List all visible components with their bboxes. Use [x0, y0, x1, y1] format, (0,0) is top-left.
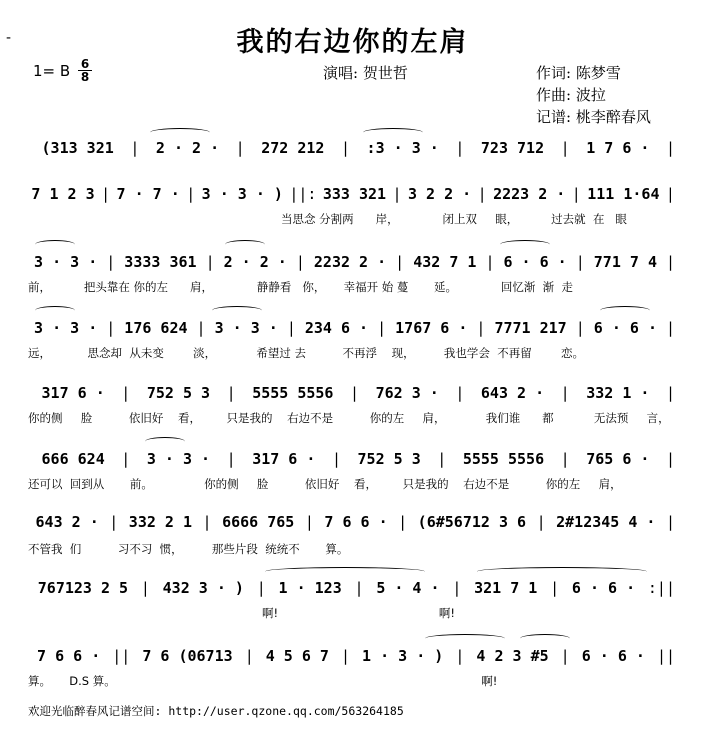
barline: |: [350, 384, 360, 402]
barline: |: [560, 384, 570, 402]
measure: 2 · 2 ·: [155, 139, 220, 157]
slur-mark: [265, 567, 425, 576]
lyric-line-3: 前， 把头靠在 你的左 肩， 静静看 你， 幸福开 始 蔓 延。 回忆渐 渐 走: [28, 280, 573, 294]
barline: |: [377, 319, 387, 337]
barline: |: [666, 450, 676, 468]
measure: 1 · 3 · ): [362, 647, 444, 665]
barline: |: [571, 185, 581, 203]
measure: 111 1·64: [587, 185, 660, 203]
staff-line-5: [27, 381, 677, 405]
barline: |: [121, 450, 131, 468]
barline: |: [575, 319, 585, 337]
barline: |: [106, 253, 116, 271]
staff-line-9: [27, 644, 677, 668]
meter-bottom: 8: [78, 70, 92, 83]
measure: 1767 6 ·: [395, 319, 468, 337]
barline: |: [226, 384, 236, 402]
measure: :3 · 3 ·: [366, 139, 439, 157]
staff-line-3: [27, 250, 677, 274]
lyricist-credit: 作词: 陈梦雪: [536, 64, 621, 82]
meter-top: 6: [80, 57, 90, 71]
measure: 765 6 ·: [586, 450, 650, 468]
measure: 2 · 2 ·: [223, 253, 287, 271]
barline: |: [560, 647, 570, 665]
measure: 317 6 ·: [41, 384, 105, 402]
composer-credit: 作曲: 波拉: [536, 86, 606, 104]
staff-line-2: [27, 182, 677, 206]
barline: |: [666, 253, 676, 271]
barline: |: [392, 185, 402, 203]
measure: 7 · 7 ·: [116, 185, 180, 203]
barline: ||:: [289, 185, 317, 203]
measure: 5555 5556: [252, 384, 334, 402]
measure: 7 6 6 ·: [324, 513, 388, 531]
slur-mark: [500, 240, 550, 249]
measure: 6 · 6 ·: [571, 579, 636, 597]
measure: 5 · 4 ·: [376, 579, 440, 597]
measure: 3 · 3 ·: [146, 450, 211, 468]
measure: 771 7 4: [593, 253, 657, 271]
barline: |: [665, 185, 675, 203]
barline: |: [354, 579, 364, 597]
measure: 3 · 3 ·: [34, 319, 98, 337]
measure: 176 624: [124, 319, 188, 337]
barline: |: [304, 513, 314, 531]
measure: 3 · 3 · ): [201, 185, 283, 203]
measure: 317 6 ·: [252, 450, 316, 468]
barline: |: [186, 185, 196, 203]
barline: :||: [647, 579, 675, 597]
measure: 643 2 ·: [480, 384, 545, 402]
transcriber-credit: 记谱: 桃李醉春风: [536, 108, 651, 126]
barline: |: [205, 253, 215, 271]
measure: 7 6 (06713: [142, 647, 233, 665]
measure: 7 6 6 ·: [37, 647, 101, 665]
lyric-line-7: 不管我 们 习不习 惯， 那些片段 统统不 算。: [28, 542, 349, 556]
slur-mark: [363, 128, 423, 137]
measure: 752 5 3: [146, 384, 211, 402]
measure: 643 2 ·: [35, 513, 99, 531]
slur-mark: [477, 567, 647, 576]
slur-mark: [150, 128, 210, 137]
measure: 6 · 6 ·: [593, 319, 657, 337]
measure: 332 1 ·: [586, 384, 650, 402]
lyric-line-8: 啊! 啊!: [28, 606, 456, 620]
slur-mark: [35, 306, 75, 315]
staff-line-7: [27, 510, 677, 534]
lyric-line-9: 算。 D.S 算。 啊!: [28, 674, 498, 688]
lyric-line-6: 还可以 回到从 前。 你的侧 脸 依旧好 看， 只是我的 右边不是 你的左 肩，: [28, 477, 622, 491]
slur-mark: [35, 240, 75, 249]
slur-mark: [225, 240, 265, 249]
barline: |: [455, 647, 465, 665]
slur-mark: [212, 306, 262, 315]
barline: |: [109, 513, 119, 531]
measure: 321 7 1: [474, 579, 538, 597]
measure: (313 321: [41, 139, 114, 157]
barline: |: [130, 139, 140, 157]
barline: |: [575, 253, 585, 271]
barline: |: [244, 647, 254, 665]
barline: |: [485, 253, 495, 271]
measure: 2223 2 ·: [493, 185, 566, 203]
barline: |: [477, 185, 487, 203]
page-dash: -: [6, 30, 12, 46]
measure: 432 7 1: [413, 253, 477, 271]
measure: 6 · 6 ·: [503, 253, 567, 271]
lyric-line-4: 远， 思念却 从未变 淡， 希望过 去 不再浮 现， 我也学会 不再留 恋。: [28, 346, 584, 360]
barline: |: [476, 319, 486, 337]
measure: 3333 361: [124, 253, 197, 271]
lyric-line-2: 当思念 分割两 岸， 闭上双 眼， 过去就 在 眼: [281, 212, 627, 226]
slur-mark: [145, 437, 185, 446]
barline: |: [666, 384, 676, 402]
measure: 2232 2 ·: [313, 253, 387, 271]
measure: 762 3 ·: [375, 384, 439, 402]
lyric-line-5: 你的侧 脸 依旧好 看， 只是我的 右边不是 你的左 肩， 我们谁 都 无法预 言，: [28, 411, 670, 425]
measure: 723 712: [480, 139, 545, 157]
measure: 3 · 3 ·: [34, 253, 98, 271]
measure: 4 5 6 7: [265, 647, 329, 665]
song-title: 我的右边你的左肩: [236, 27, 469, 58]
barline: |: [560, 139, 570, 157]
barline: |: [550, 579, 560, 597]
barline: |: [140, 579, 150, 597]
barline: |: [340, 139, 351, 157]
key-signature: 1= B: [33, 62, 71, 80]
staff-line-8: [27, 576, 677, 600]
slur-mark: [425, 634, 505, 643]
slur-mark: [520, 634, 570, 643]
barline: |: [536, 513, 546, 531]
barline: |: [398, 513, 408, 531]
barline: |: [455, 384, 465, 402]
barline: |: [452, 579, 462, 597]
barline: |: [235, 139, 245, 157]
measure: 5555 5556: [462, 450, 545, 468]
barline: |: [560, 450, 570, 468]
barline: |: [286, 319, 296, 337]
barline: |: [101, 185, 111, 203]
measure: (6#56712 3 6: [417, 513, 527, 531]
measure: 272 212: [261, 139, 325, 157]
measure: 752 5 3: [357, 450, 421, 468]
measure: 6 · 6 ·: [581, 647, 645, 665]
barline: |: [256, 579, 266, 597]
barline: |: [455, 139, 465, 157]
measure: 1 · 123: [278, 579, 342, 597]
barline: |: [121, 384, 131, 402]
singer-credit: 演唱: 贺世哲: [323, 64, 408, 82]
barline: |: [226, 450, 236, 468]
measure: 234 6 ·: [304, 319, 369, 337]
measure: 2#12345 4 ·: [556, 513, 656, 531]
barline: |: [295, 253, 305, 271]
barline: |: [340, 647, 351, 665]
measure: 7 1 2 3: [31, 185, 95, 203]
barline: |: [331, 450, 341, 468]
barline: |: [666, 319, 676, 337]
measure: 4 2 3 #5: [476, 647, 549, 665]
barline: ||: [112, 647, 131, 665]
measure: 666 624: [41, 450, 105, 468]
measure: 432 3 · ): [162, 579, 244, 597]
barline: |: [437, 450, 447, 468]
barline: |: [196, 319, 206, 337]
measure: 3 2 2 ·: [407, 185, 472, 203]
staff-line-1: [27, 136, 677, 160]
barline: |: [106, 319, 116, 337]
measure: 7771 217: [494, 319, 567, 337]
measure: 333 321: [322, 185, 387, 203]
barline: |: [666, 139, 676, 157]
measure: 767123 2 5: [37, 579, 129, 597]
staff-line-6: [27, 447, 677, 471]
barline: |: [665, 513, 675, 531]
measure: 332 2 1: [128, 513, 193, 531]
barline: |: [395, 253, 405, 271]
barline: |: [202, 513, 212, 531]
measure: 1 7 6 ·: [586, 139, 650, 157]
barline: ||: [656, 647, 676, 665]
measure: 6666 765: [222, 513, 295, 531]
time-signature: [78, 58, 92, 83]
footer-link[interactable]: 欢迎光临醉春风记谱空间: http://user.qzone.qq.com/563264185: [28, 704, 404, 718]
slur-mark: [600, 306, 650, 315]
measure: 3 · 3 ·: [214, 319, 278, 337]
staff-line-4: [27, 316, 677, 340]
